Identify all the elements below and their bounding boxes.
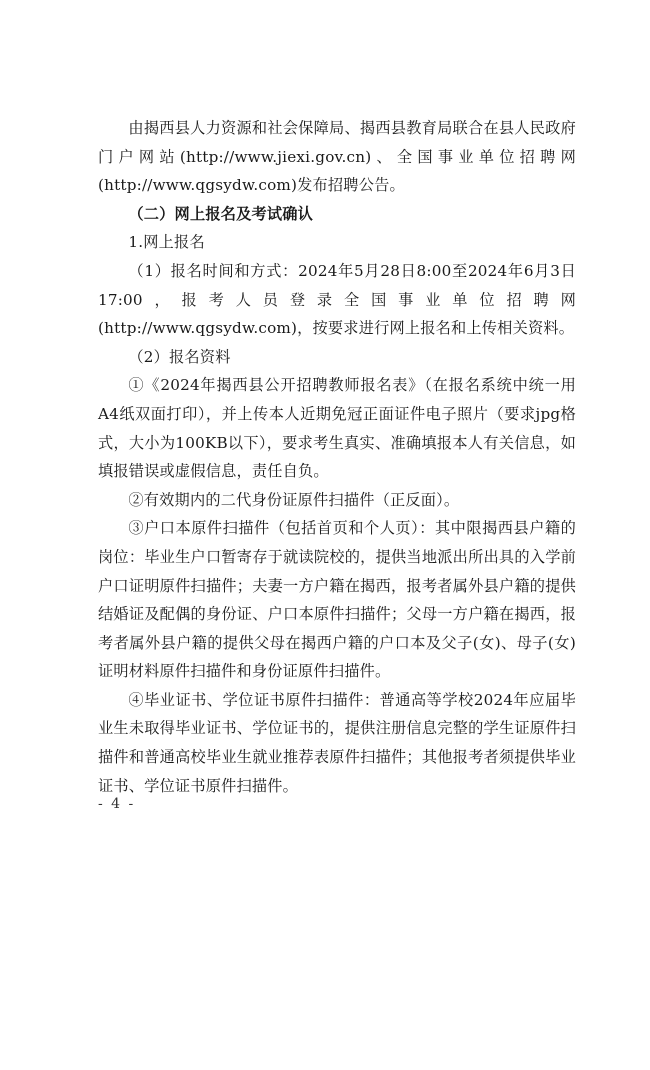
page-number: - 4 - bbox=[98, 796, 136, 812]
material-item-1: ①《2024年揭西县公开招聘教师报名表》（在报名系统中统一用A4纸双面打印），并上传本人近期免冠正面证件电子照片（要求jpg格式，大小为100KB以下），要求考生真实、准确填报本人有关信息，如填报错误或虚假信息，责任自负。 bbox=[98, 376, 576, 481]
material-item-2: ②有效期内的二代身份证原件扫描件（正反面）。 bbox=[128, 490, 460, 509]
section-heading: （二）网上报名及考试确认 bbox=[128, 204, 314, 223]
material-item-3: ③户口本原件扫描件（包括首页和个人页）：其中限揭西县户籍的岗位：毕业生户口暂寄存于就读院校的，提供当地派出所出具的入学前户口证明原件扫描件；夫妻一方户籍在揭西，报考者属外县户籍的提供结婚证及配偶的身份证、户口本原件扫描件；父母一方户籍在揭西，报考者属外县户籍的提供父母在揭西户籍的户口本及父子(女)、母子(女)证明材料原件扫描件和身份证原件扫描件。 bbox=[98, 519, 576, 681]
intro-paragraph: 由揭西县人力资源和社会保障局、揭西县教育局联合在县人民政府门户网站(http://www.jiexi.gov.cn)、全国事业单位招聘网(http://www.qgsydw.com)发布招聘公告。 bbox=[98, 119, 576, 195]
registration-time-paragraph: （1）报名时间和方式：2024年5月28日8:00至2024年6月3日17:00，报考人员登录全国事业单位招聘网(http://www.qgsydw.com)，按要求进行网上报名和上传相关资料。 bbox=[98, 261, 576, 338]
material-item-4: ④毕业证书、学位证书原件扫描件：普通高等学校2024年应届毕业生未取得毕业证书、学位证书的，提供注册信息完整的学生证原件扫描件和普通高校毕业生就业推荐表原件扫描件；其他报考者须提供毕业证书、学位证书原件扫描件。 bbox=[98, 690, 576, 795]
subsection-heading: 1.网上报名 bbox=[128, 233, 205, 252]
registration-materials-heading: （2）报名资料 bbox=[128, 347, 231, 366]
document-body bbox=[98, 114, 576, 800]
